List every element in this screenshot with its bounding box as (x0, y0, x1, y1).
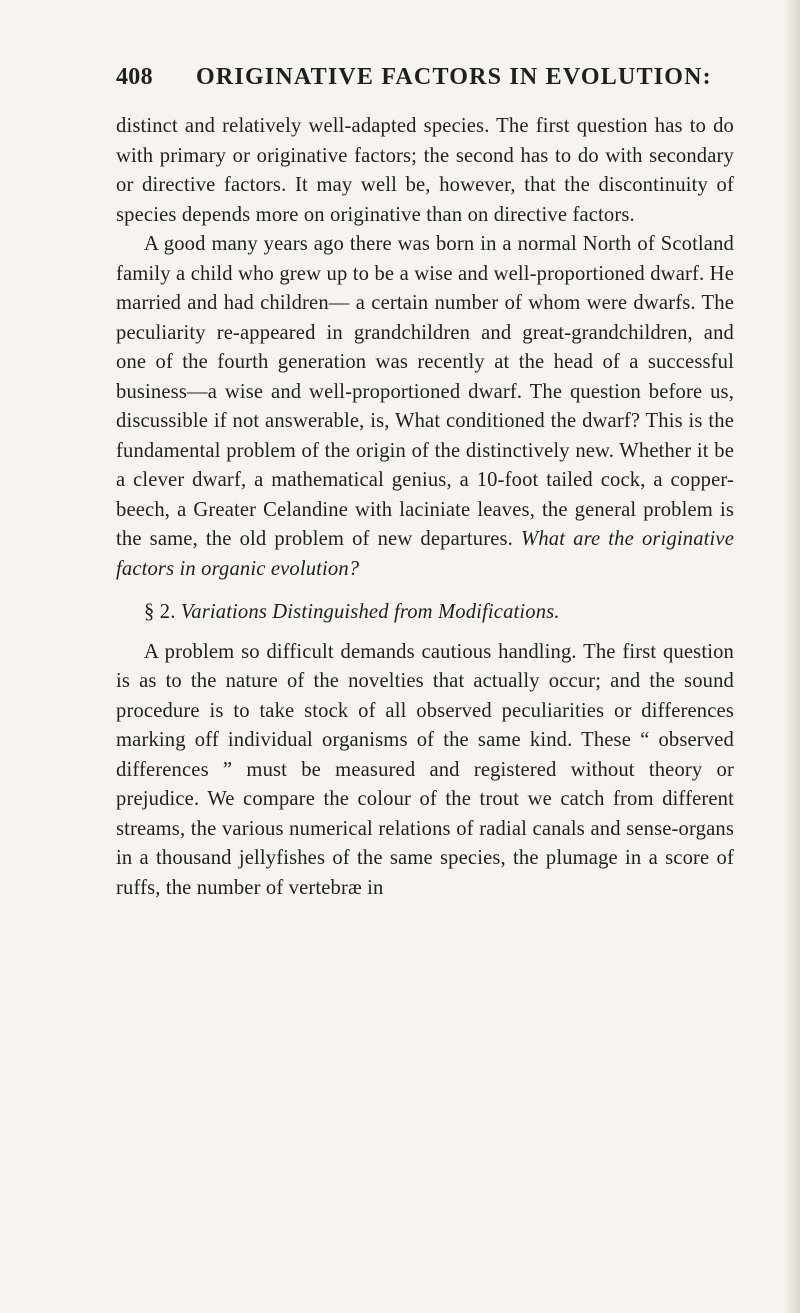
paragraph-3: A problem so difficult demands cautious handling. The first question is as to the nature of the novelties that actually occur; and the sound procedure is to take stock of all observed peculiarities or differences marking off individual organisms of the same kind. These “ observed differences ” must be measured and registered without theory or prejudice. We compare the colour of the trout we catch from different streams, the various numerical relations of radial canals and sense-organs in a thousand jellyfishes of the same species, the plumage in a score of ruffs, the number of vertebræ in (116, 640, 734, 899)
section-heading (116, 598, 734, 628)
section-number: § 2. (144, 601, 176, 623)
paragraph-1: distinct and relatively well-adapted species. The first question has to do with primary or originative factors; the second has to do with secondary or directive factors. It may well be, however, that the discontinuity of species depends more on originative than on directive factors. (116, 115, 734, 226)
body-text (116, 112, 734, 903)
section-title: Variations Distinguished from Modifications. (180, 601, 560, 623)
page-edge-shadow (784, 0, 800, 1313)
page-number: 408 (116, 64, 153, 90)
paragraph-2 (116, 230, 734, 584)
paragraph-2-text: A good many years ago there was born in a normal North of Scotland family a child who grew up to be a wise and well-proportioned dwarf. He married and had children— a certain number of whom were dwarfs. The peculiarity re-appeared in grandchildren and great-grandchildren, and one of the fourth generation was recently at the head of a successful business—a wise and well-proportioned dwarf. The question before us, discussible if not answerable, is, What conditioned the dwarf? This is the fundamental problem of the origin of the distinctively new. Whether it be a clever dwarf, a mathematical genius, a 10-foot tailed cock, a copper-beech, a Greater Celandine with laciniate leaves, the general problem is the same, the old problem of new departures. (116, 233, 734, 550)
running-head: ORIGINATIVE FACTORS IN EVOLUTION: (196, 64, 712, 90)
paragraph-2-italic-question: What are the originative factors in organic evolution? (116, 528, 734, 580)
page-header (116, 64, 734, 104)
